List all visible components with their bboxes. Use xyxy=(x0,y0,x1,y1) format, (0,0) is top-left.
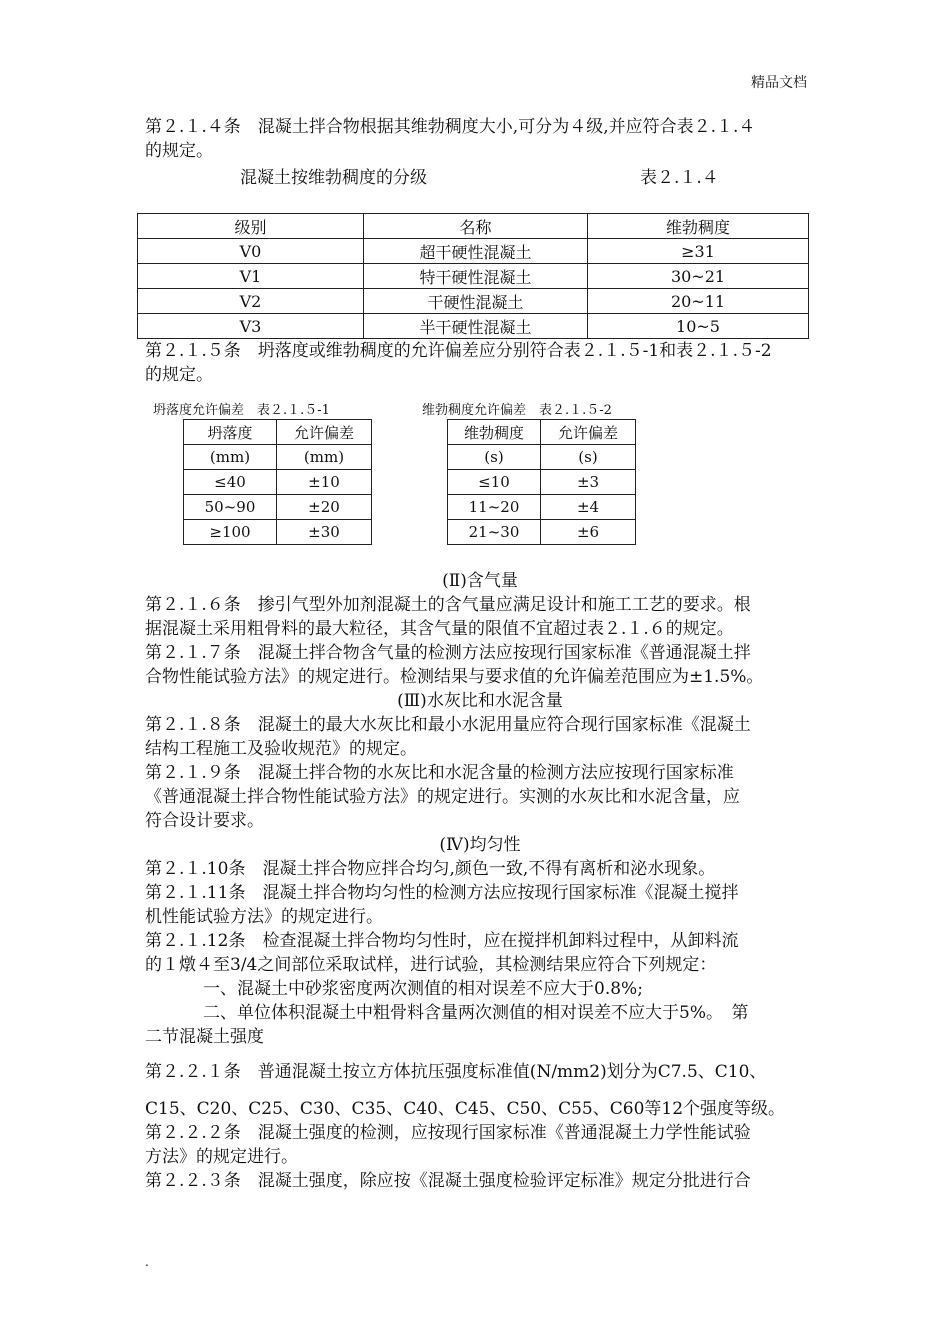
paragraph-2-1-4-line2: 的规定。 xyxy=(145,141,213,161)
table-unit-row xyxy=(448,445,636,470)
paragraph-2-2-2-line2: 方法》的规定进行。 xyxy=(145,1147,298,1167)
paragraph-2-1-8-line2: 结构工程施工及验收规范》的规定。 xyxy=(145,739,417,759)
table-header-cell: 坍落度 xyxy=(184,420,277,445)
table-header-row xyxy=(184,420,372,445)
table-header-row xyxy=(448,420,636,445)
table-cell: ±4 xyxy=(541,495,636,520)
table-unit-cell: (s) xyxy=(541,445,636,470)
table-header-cell: 级别 xyxy=(138,214,364,239)
paragraph-2-1-7-line1: 第２.１.７条 混凝土拌合物含气量的检测方法应按现行国家标准《普通混凝土拌 xyxy=(145,643,751,663)
table-cell: ±30 xyxy=(277,520,372,545)
table-cell: ±10 xyxy=(277,470,372,495)
paragraph-2-1-5-line1: 第２.１.５条 坍落度或维勃稠度的允许偏差应分别符合表２.１.５-1和表２.１.５-2 xyxy=(145,341,772,361)
table-2-1-4-number: 表２.１.４ xyxy=(640,168,719,188)
page-header: 精品文档 xyxy=(751,75,807,91)
table-row xyxy=(448,470,636,495)
list-item-1: 一、混凝土中砂浆密度两次测值的相对误差不应大于0.8%; xyxy=(203,979,643,999)
table-cell: 20~11 xyxy=(588,289,809,314)
table-row xyxy=(184,495,372,520)
table-cell: V1 xyxy=(138,264,364,289)
paragraph-2-2-1-line2: C15、C20、C25、C30、C35、C40、C45、C50、C55、C60等12个强度等级。 xyxy=(145,1099,786,1119)
paragraph-2-1-11-line1: 第２.１.11条 混凝土拌合物均匀性的检测方法应按现行国家标准《混凝土搅拌 xyxy=(145,883,739,903)
paragraph-2-1-10-line1: 第２.１.10条 混凝土拌合物应拌合均匀,颜色一致,不得有离析和泌水现象。 xyxy=(145,859,716,879)
paragraph-2-1-5-line2: 的规定。 xyxy=(145,365,213,385)
table-row xyxy=(184,470,372,495)
table-row xyxy=(448,520,636,545)
table-cell: 30~21 xyxy=(588,264,809,289)
list-item-2: 二、单位体积混凝土中粗骨料含量两次测值的相对误差不应大于5%。 第 xyxy=(203,1003,749,1023)
table-2-1-4 xyxy=(137,213,809,339)
table-header-cell: 维勃稠度 xyxy=(448,420,541,445)
document-body xyxy=(145,115,815,1193)
table-unit-row xyxy=(184,445,372,470)
paragraph-2-1-6-line2: 据混凝土采用粗骨料的最大粒径，其含气量的限值不宜超过表２.１.６的规定。 xyxy=(145,619,734,639)
table-2-1-5-1-caption: 坍落度允许偏差 表２.１.５-1 xyxy=(153,403,330,418)
table-cell: ±3 xyxy=(541,470,636,495)
section-heading-water-cement: (Ⅲ)水灰比和水泥含量 xyxy=(397,691,563,711)
table-cell: V0 xyxy=(138,239,364,264)
table-2-1-5-2 xyxy=(447,419,636,545)
paragraph-2-1-4-line1: 第２.１.４条 混凝土拌合物根据其维勃稠度大小,可分为４级,并应符合表２.１.４ xyxy=(145,117,756,137)
table-cell: V2 xyxy=(138,289,364,314)
paragraph-2-1-9-line3: 符合设计要求。 xyxy=(145,811,264,831)
table-cell: 干硬性混凝土 xyxy=(364,289,588,314)
paragraph-2-1-12-line1: 第２.１.12条 检查混凝土拌合物均匀性时，应在搅拌机卸料过程中，从卸料流 xyxy=(145,931,739,951)
table-unit-cell: (mm) xyxy=(277,445,372,470)
paragraph-2-1-12-line2: 的１燉４至3/4之间部位采取试样，进行试验，其检测结果应符合下列规定： xyxy=(145,955,717,975)
table-header-row xyxy=(138,214,809,239)
footer-dot: . xyxy=(145,1255,149,1269)
table-unit-cell: (s) xyxy=(448,445,541,470)
table-row xyxy=(184,520,372,545)
paragraph-2-2-3-line1: 第２.２.３条 混凝土强度，除应按《混凝土强度检验评定标准》规定分批进行合 xyxy=(145,1171,751,1191)
section-heading-uniformity: (Ⅳ)均匀性 xyxy=(439,835,521,855)
table-row xyxy=(138,239,809,264)
table-header-cell: 维勃稠度 xyxy=(588,214,809,239)
table-cell: 超干硬性混凝土 xyxy=(364,239,588,264)
paragraph-2-1-6-line1: 第２.１.６条 掺引气型外加剂混凝土的含气量应满足设计和施工工艺的要求。根 xyxy=(145,595,751,615)
table-cell: 11~20 xyxy=(448,495,541,520)
table-2-1-4-caption-row xyxy=(145,165,815,191)
table-2-1-5-1 xyxy=(183,419,372,545)
table-cell: 特干硬性混凝土 xyxy=(364,264,588,289)
table-row xyxy=(138,289,809,314)
table-2-1-5-2-caption: 维勃稠度允许偏差 表２.１.５-2 xyxy=(422,403,612,418)
table-2-1-4-title: 混凝土按维勃稠度的分级 xyxy=(240,168,427,188)
paragraph-2-2-2-line1: 第２.２.２条 混凝土强度的检测，应按现行国家标准《普通混凝土力学性能试验 xyxy=(145,1123,751,1143)
table-cell: 半干硬性混凝土 xyxy=(364,314,588,339)
tolerance-tables xyxy=(145,391,815,569)
paragraph-2-1-8-line1: 第２.１.８条 混凝土的最大水灰比和最小水泥用量应符合现行国家标准《混凝土 xyxy=(145,715,751,735)
paragraph-2-1-7-line2: 合物性能试验方法》的规定进行。检测结果与要求值的允许偏差范围应为±1.5%。 xyxy=(145,667,764,687)
table-header-cell: 名称 xyxy=(364,214,588,239)
table-unit-cell: (mm) xyxy=(184,445,277,470)
paragraph-2-1-9-line2: 《普通混凝土拌合物性能试验方法》的规定进行。实测的水灰比和水泥含量，应 xyxy=(145,787,740,807)
table-cell: ≥31 xyxy=(588,239,809,264)
table-header-cell: 允许偏差 xyxy=(277,420,372,445)
section-heading-air-content: (Ⅱ)含气量 xyxy=(442,571,518,591)
table-row xyxy=(138,264,809,289)
section-title-concrete-strength: 二节混凝土强度 xyxy=(145,1027,264,1047)
table-cell: ≤10 xyxy=(448,470,541,495)
paragraph-2-1-11-line2: 机性能试验方法》的规定进行。 xyxy=(145,907,383,927)
table-cell: ≤40 xyxy=(184,470,277,495)
table-cell: 10~5 xyxy=(588,314,809,339)
table-cell: 21~30 xyxy=(448,520,541,545)
table-header-cell: 允许偏差 xyxy=(541,420,636,445)
table-cell: ≥100 xyxy=(184,520,277,545)
table-row xyxy=(448,495,636,520)
table-cell: ±20 xyxy=(277,495,372,520)
table-cell: ±6 xyxy=(541,520,636,545)
table-row xyxy=(138,314,809,339)
paragraph-2-2-1-line1: 第２.２.１条 普通混凝土按立方体抗压强度标准值(N/mm2)划分为C7.5、C10、 xyxy=(145,1062,767,1082)
table-cell: 50~90 xyxy=(184,495,277,520)
paragraph-2-1-9-line1: 第２.１.９条 混凝土拌合物的水灰比和水泥含量的检测方法应按现行国家标准 xyxy=(145,763,734,783)
table-cell: V3 xyxy=(138,314,364,339)
